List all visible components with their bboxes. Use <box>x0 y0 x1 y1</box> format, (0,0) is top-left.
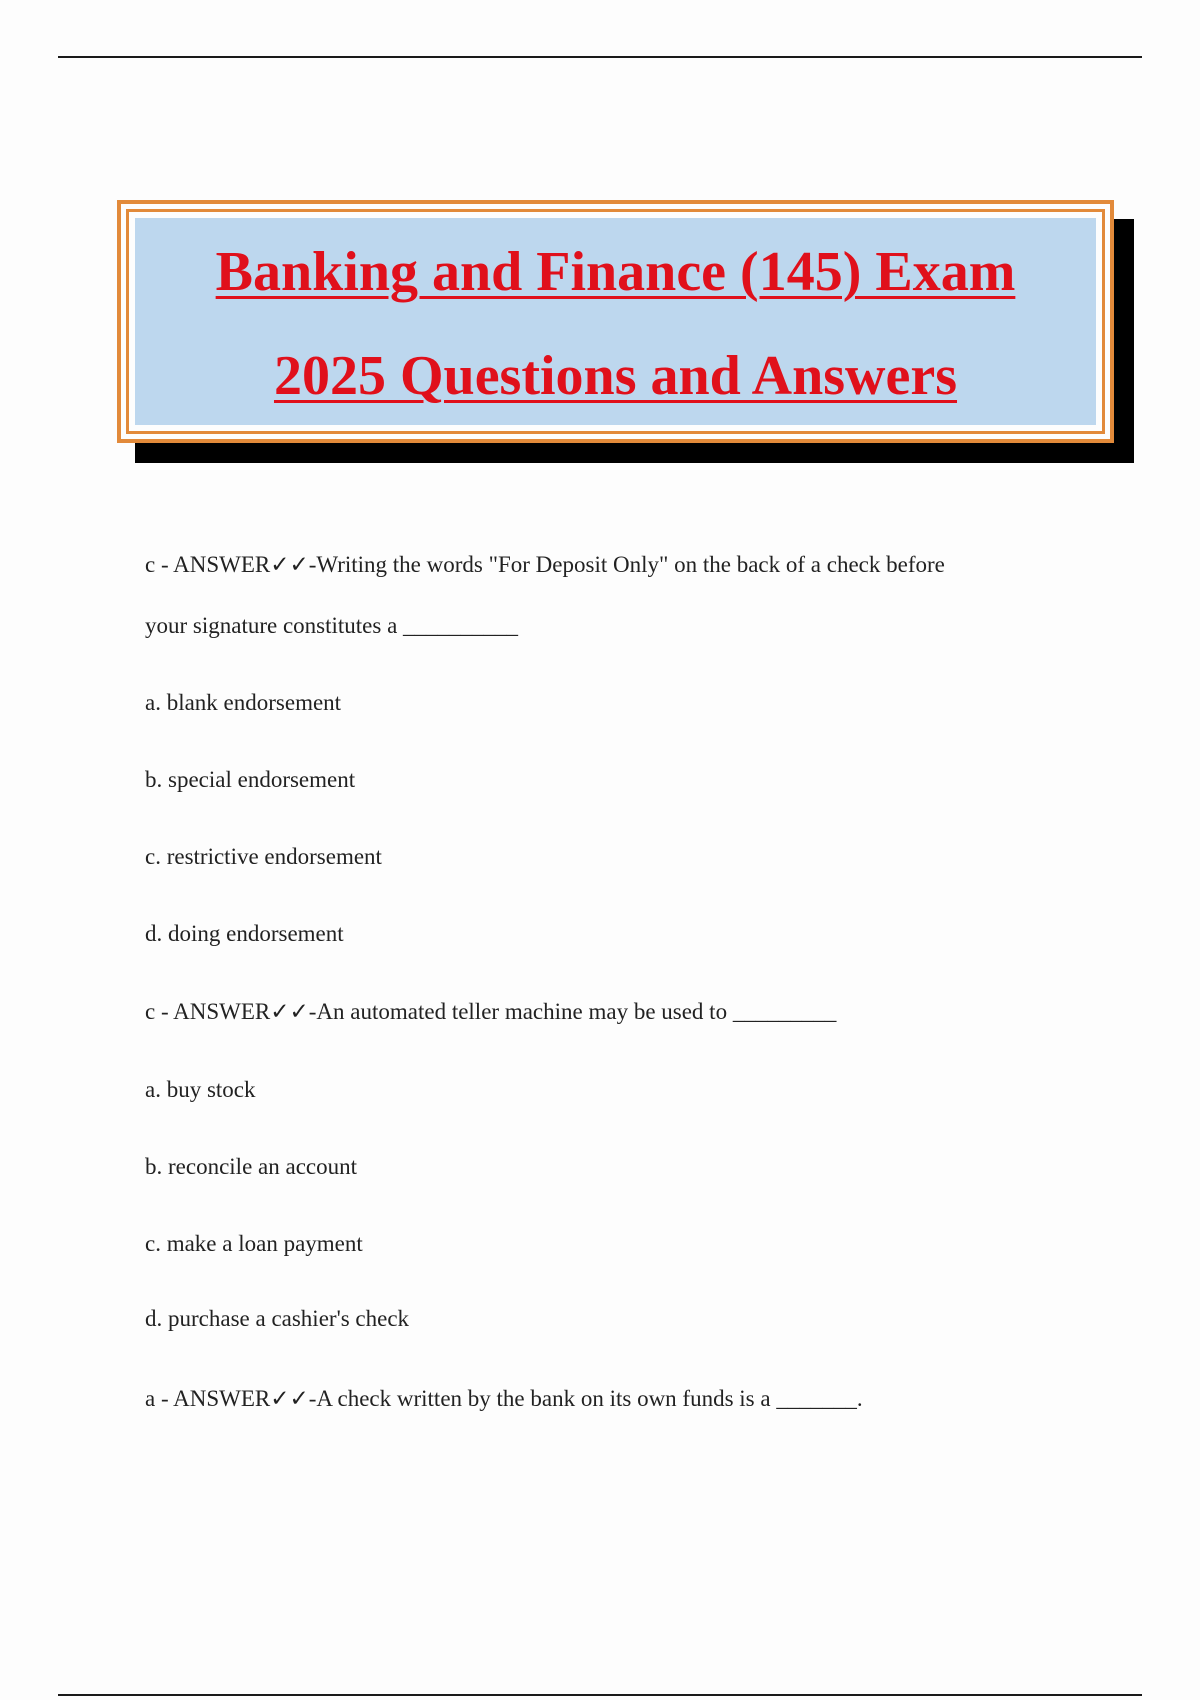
bottom-rule <box>58 1694 1142 1696</box>
title-panel <box>135 218 1096 425</box>
document-title-line-1: Banking and Finance (145) Exam <box>215 241 1016 303</box>
document-title-line-2: 2025 Questions and Answers <box>273 345 958 407</box>
question-3-stem-line-1: a - ANSWER✓✓-A check written by the bank on its own funds is a _______. <box>145 1386 863 1411</box>
question-2-option-d: d. purchase a cashier's check <box>145 1306 410 1331</box>
question-1-option-b: b. special endorsement <box>145 767 356 792</box>
question-2-option-c: c. make a loan payment <box>145 1231 363 1256</box>
question-1-option-c: c. restrictive endorsement <box>145 844 382 869</box>
top-rule <box>58 56 1142 58</box>
title-box-inner-border <box>126 209 1105 434</box>
question-1-stem-line-1: c - ANSWER✓✓-Writing the words "For Deposit Only" on the back of a check before <box>145 552 945 577</box>
question-2-stem-line-1: c - ANSWER✓✓-An automated teller machine may be used to _________ <box>145 999 837 1024</box>
question-2-option-a: a. buy stock <box>145 1077 256 1102</box>
question-2-option-b: b. reconcile an account <box>145 1154 357 1179</box>
question-1-stem-line-2: your signature constitutes a __________ <box>145 613 519 638</box>
question-1-option-a: a. blank endorsement <box>145 690 342 715</box>
title-box <box>117 200 1114 443</box>
question-1-option-d: d. doing endorsement <box>145 921 344 946</box>
